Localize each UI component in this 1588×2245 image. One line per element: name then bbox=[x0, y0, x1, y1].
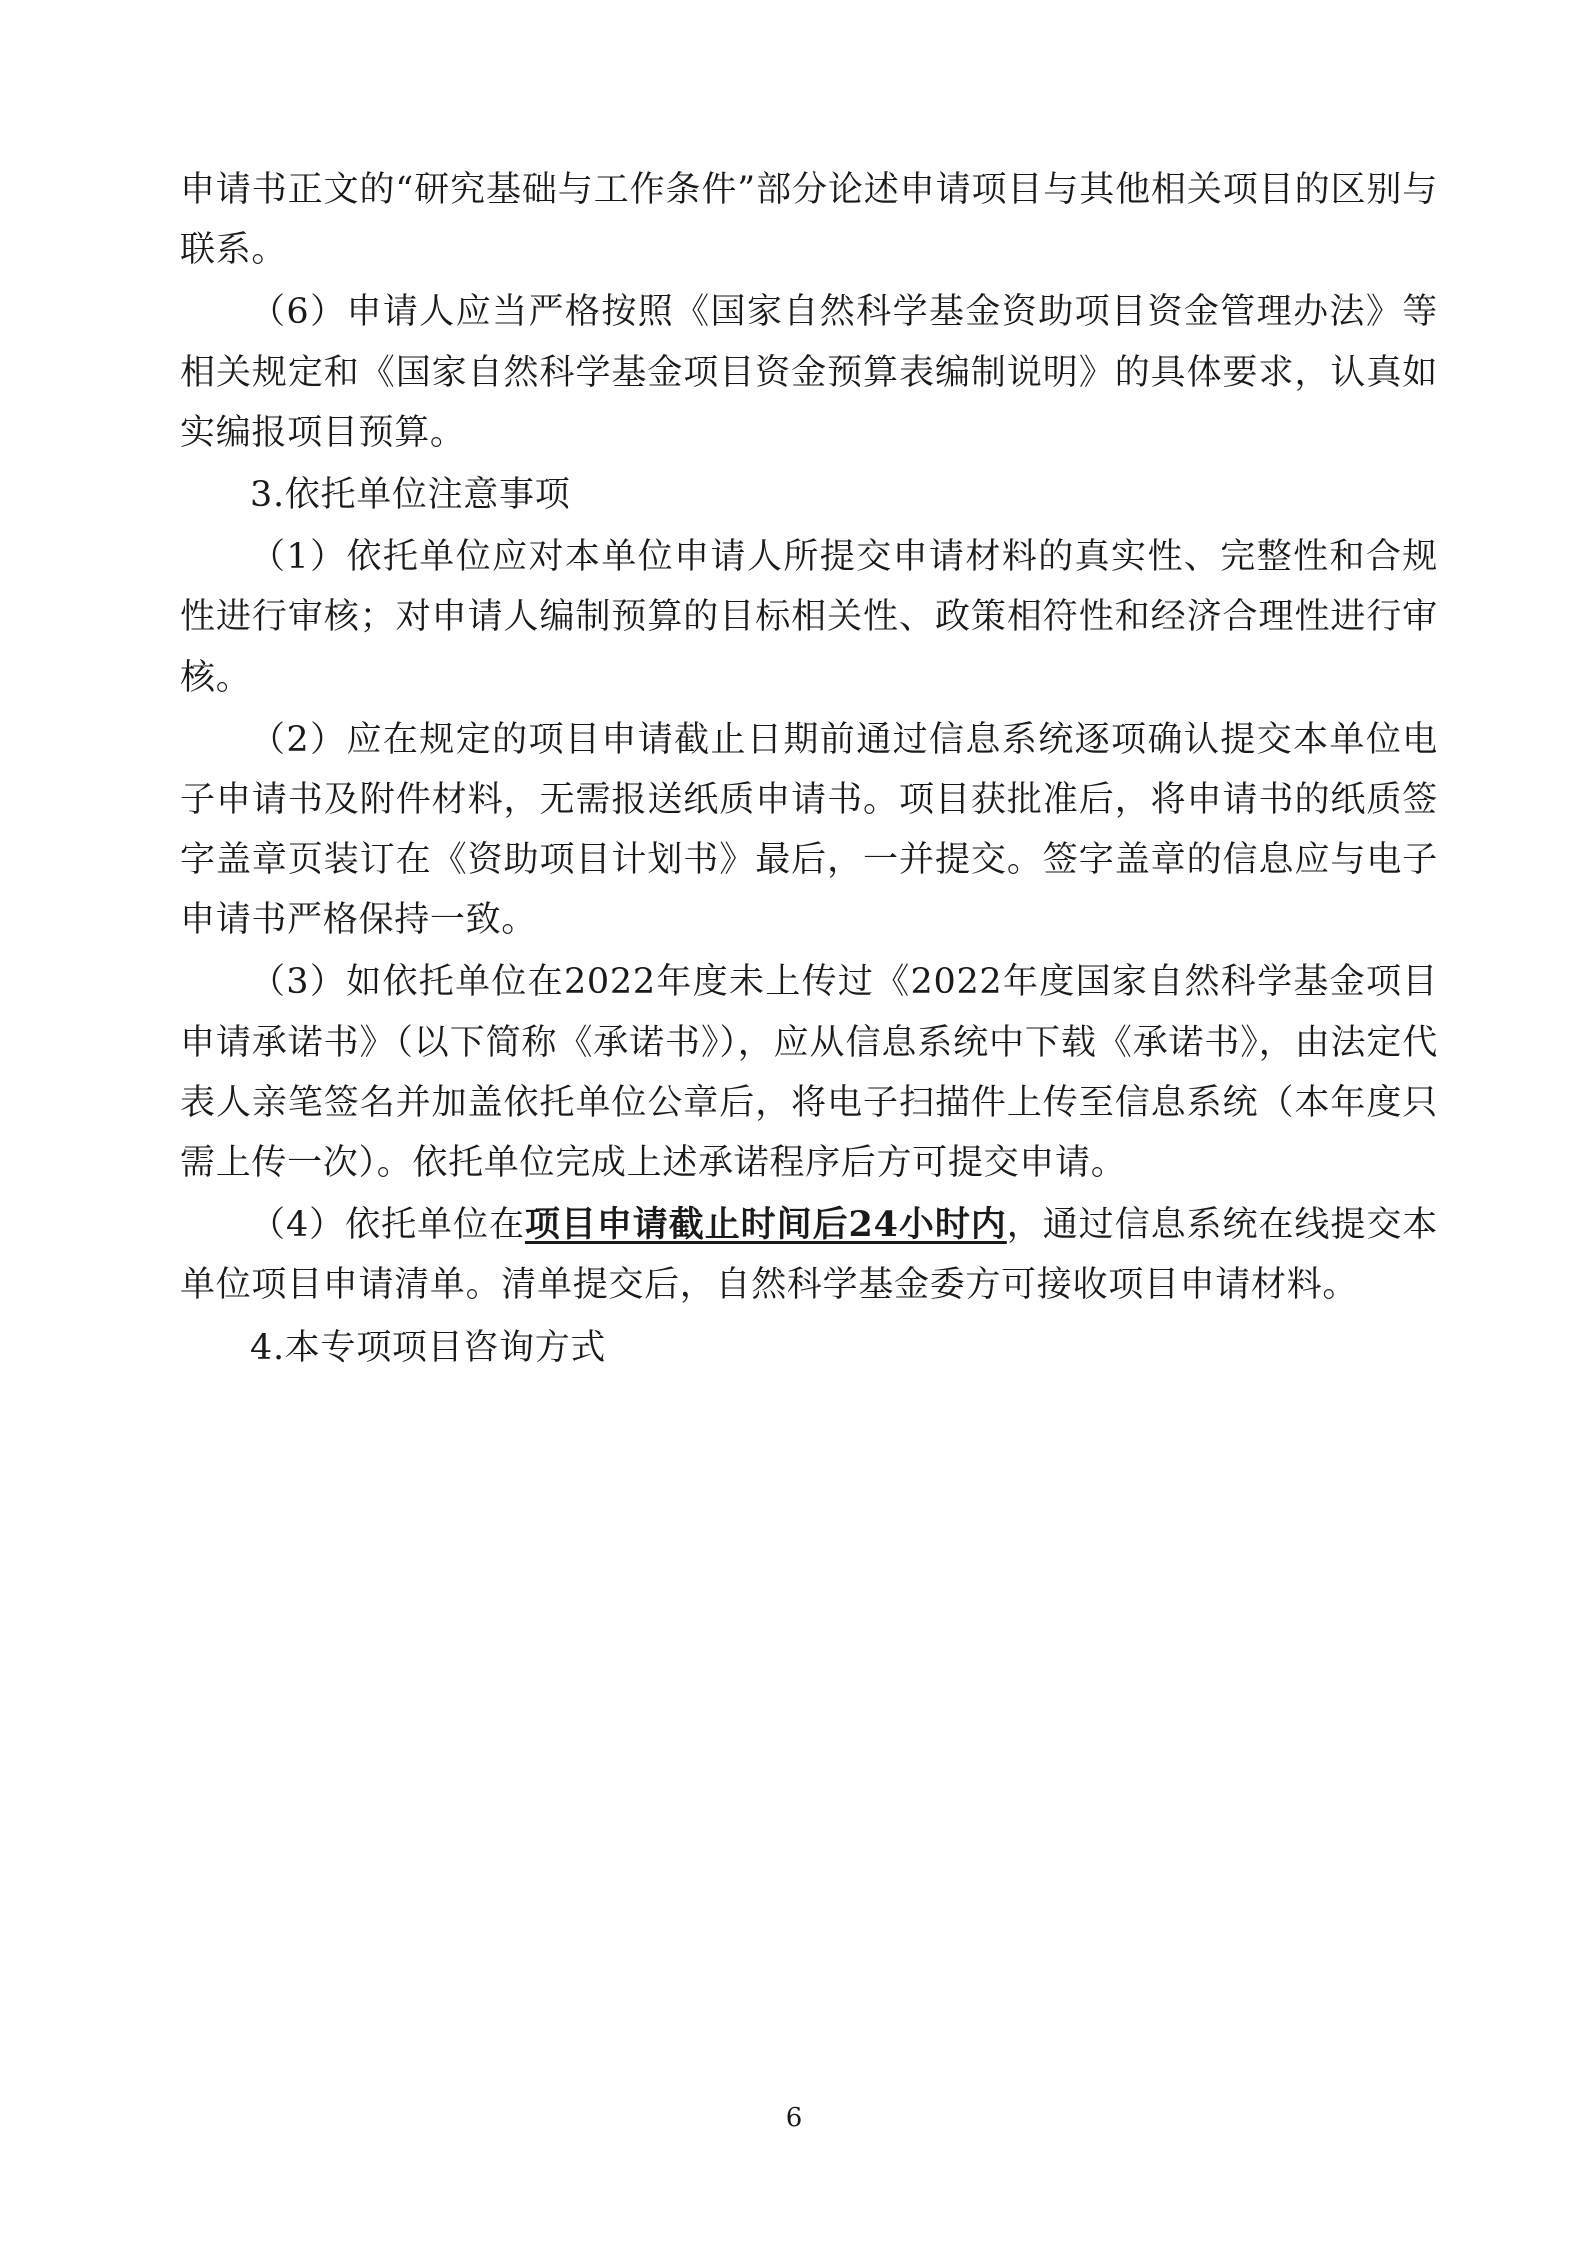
item-3-4-prefix: （4）依托单位在 bbox=[250, 1205, 525, 1246]
paragraph-item-3-3: （3）如依托单位在2022年度未上传过《2022年度国家自然科学基金项目申请承诺书》（以下简称《承诺书》），应从信息系统中下载《承诺书》，由法定代表人亲笔签名并加盖依托单位公章后，将电子扫描件上传至信息系统（本年度只需上传一次）。依托单位完成上述承诺程序后方可提交申请。 bbox=[180, 962, 1438, 1183]
paragraph-item-6: （6）申请人应当严格按照《国家自然科学基金资助项目资金管理办法》等相关规定和《国家自然科学基金项目资金预算表编制说明》的具体要求，认真如实编报项目预算。 bbox=[180, 292, 1438, 453]
heading-item-3: 3.依托单位注意事项 bbox=[250, 474, 571, 515]
page-number: 6 bbox=[785, 2103, 803, 2133]
item-3-4-suffix: ，通过信息系统在线提交本单位项目申请清单。清单提交后，自然科学基金委方可接收项目申请材料。 bbox=[180, 1205, 1438, 1306]
paragraph-item-3-2: （2）应在规定的项目申请截止日期前通过信息系统逐项确认提交本单位电子申请书及附件材料，无需报送纸质申请书。项目获批准后，将申请书的纸质签字盖章页装订在《资助项目计划书》最后，一并提交。签字盖章的信息应与电子申请书严格保持一致。 bbox=[180, 719, 1438, 941]
paragraph-continued-text: 申请书正文的“研究基础与工作条件”部分论述申请项目与其他相关项目的区别与联系。 bbox=[180, 170, 1438, 271]
paragraph-item-3-1: （1）依托单位应对本单位申请人所提交申请材料的真实性、完整性和合规性进行审核；对申请人编制预算的目标相关性、政策相符性和经济合理性进行审核。 bbox=[180, 537, 1438, 698]
document-body bbox=[180, 160, 1438, 1378]
paragraph-item-3-4 bbox=[180, 1195, 1438, 1315]
heading-item-4: 4.本专项项目咨询方式 bbox=[250, 1327, 607, 1368]
item-3-4-emphasis: 项目申请截止时间后24小时内 bbox=[524, 1204, 1007, 1246]
